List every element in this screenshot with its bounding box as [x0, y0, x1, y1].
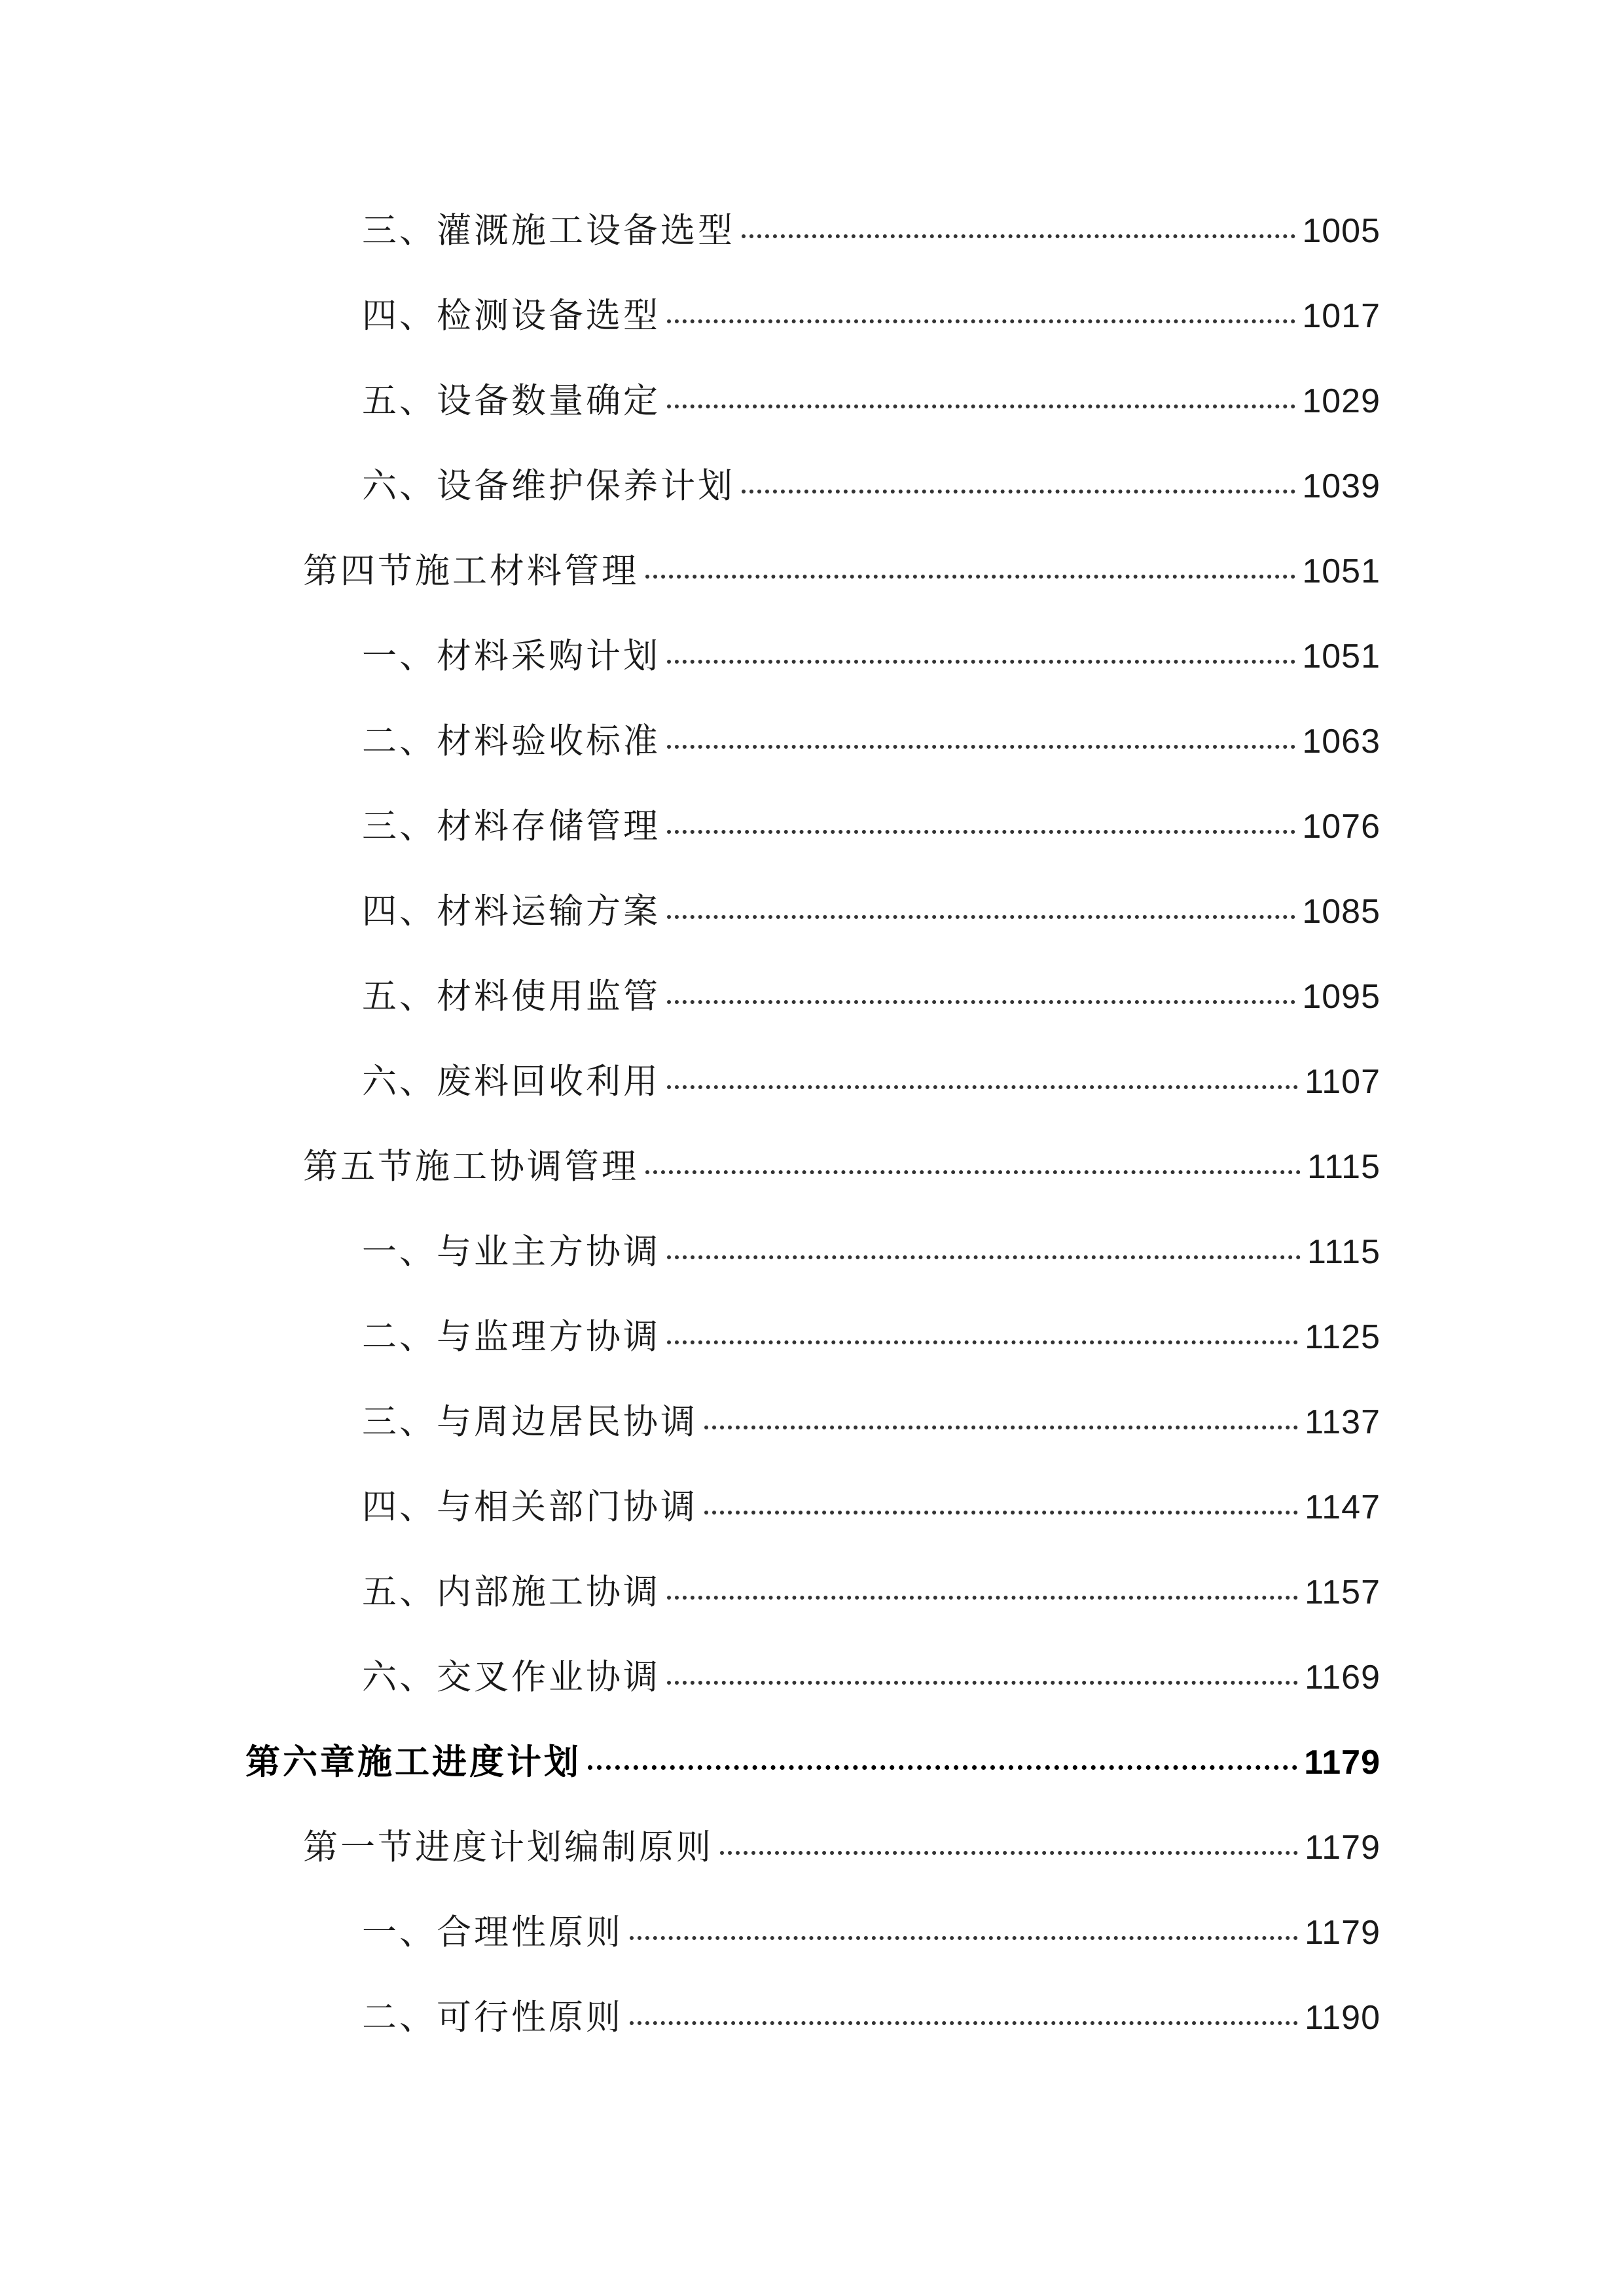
toc-leader-dots — [704, 1511, 1298, 1515]
toc-leader-dots — [667, 660, 1295, 664]
toc-entry-page: 1115 — [1307, 1233, 1380, 1271]
toc-entry-title: 六、废料回收利用 — [362, 1062, 660, 1102]
toc-leader-dots — [667, 915, 1295, 919]
toc-entry-title: 二、可行性原则 — [362, 1998, 623, 2037]
toc-entry-page: 1085 — [1302, 893, 1380, 931]
toc-entry[interactable] — [362, 1649, 1380, 1708]
toc-entry-page: 1039 — [1302, 467, 1380, 505]
toc-entry-title: 五、设备数量确定 — [362, 381, 660, 421]
toc-leader-dots — [667, 745, 1295, 749]
toc-leader-dots — [630, 2021, 1298, 2025]
toc-entry-page: 1076 — [1302, 808, 1380, 846]
toc-entry[interactable] — [362, 1564, 1380, 1623]
toc-leader-dots — [667, 319, 1295, 323]
toc-entry-title: 三、灌溉施工设备选型 — [362, 211, 735, 251]
toc-entry-title: 二、材料验收标准 — [362, 721, 660, 761]
toc-entry[interactable] — [362, 969, 1380, 1028]
toc-entry[interactable] — [362, 458, 1380, 517]
toc-entry-page: 1147 — [1305, 1488, 1380, 1526]
toc-entry-title: 三、材料存储管理 — [362, 806, 660, 846]
toc-leader-dots — [667, 1085, 1298, 1089]
toc-entry-page: 1005 — [1302, 212, 1380, 250]
toc-entry[interactable] — [362, 1479, 1380, 1538]
toc-entry[interactable] — [362, 203, 1380, 262]
toc-entry-page: 1051 — [1302, 637, 1380, 675]
toc-entry-title: 第五节施工协调管理 — [303, 1147, 639, 1187]
toc-entry-title: 五、材料使用监管 — [362, 977, 660, 1016]
toc-entry-title: 一、合理性原则 — [362, 1912, 623, 1952]
toc-entry-page: 1017 — [1302, 297, 1380, 335]
toc-section-entry[interactable] — [303, 1820, 1380, 1878]
toc-entry-page: 1179 — [1305, 1829, 1380, 1867]
toc-entry[interactable] — [362, 798, 1380, 857]
toc-leader-dots — [742, 490, 1295, 493]
toc-entry[interactable] — [362, 1309, 1380, 1368]
toc-section-entry[interactable] — [303, 543, 1380, 602]
toc-entry-page: 1051 — [1302, 552, 1380, 590]
toc-entry-page: 1125 — [1305, 1318, 1380, 1356]
toc-entry-page: 1095 — [1302, 978, 1380, 1016]
toc-entry[interactable] — [362, 884, 1380, 942]
toc-leader-dots — [667, 1000, 1295, 1004]
toc-entry-title: 六、交叉作业协调 — [362, 1657, 660, 1697]
toc-entry-page: 1179 — [1305, 1914, 1380, 1952]
toc-leader-dots — [645, 575, 1295, 579]
toc-section-entry[interactable] — [303, 1139, 1380, 1198]
toc-leader-dots — [720, 1851, 1298, 1855]
toc-entry-page: 1169 — [1305, 1659, 1380, 1696]
toc-entry-title: 六、设备维护保养计划 — [362, 466, 735, 506]
toc-entry-title: 第四节施工材料管理 — [303, 551, 639, 591]
toc-leader-dots — [667, 1596, 1298, 1600]
toc-leader-dots — [667, 404, 1295, 408]
toc-entry-page: 1137 — [1305, 1403, 1380, 1441]
toc-entry-page: 1157 — [1305, 1573, 1380, 1611]
toc-entry-title: 一、与业主方协调 — [362, 1232, 660, 1272]
toc-entry[interactable] — [362, 288, 1380, 347]
toc-entry[interactable] — [362, 1990, 1380, 2049]
toc-leader-dots — [667, 1340, 1298, 1344]
toc-entry-title: 三、与周边居民协调 — [362, 1402, 698, 1442]
toc-leader-dots — [588, 1765, 1297, 1770]
toc-entry-title: 四、检测设备选型 — [362, 296, 660, 336]
toc-entry[interactable] — [362, 1394, 1380, 1453]
toc-entry[interactable] — [362, 373, 1380, 432]
toc-entry[interactable] — [362, 1054, 1380, 1113]
toc-leader-dots — [667, 830, 1295, 834]
toc-entry-title: 五、内部施工协调 — [362, 1572, 660, 1612]
toc-entry-title: 四、材料运输方案 — [362, 891, 660, 931]
toc-entry[interactable] — [362, 713, 1380, 772]
toc-entry-page: 1179 — [1304, 1744, 1380, 1782]
toc-leader-dots — [667, 1255, 1301, 1259]
toc-entry-page: 1115 — [1307, 1148, 1380, 1186]
toc-entry[interactable] — [362, 1224, 1380, 1283]
toc-entry-title: 二、与监理方协调 — [362, 1317, 660, 1357]
toc-entry-page: 1029 — [1302, 382, 1380, 420]
toc-entry-page: 1190 — [1305, 1999, 1380, 2037]
toc-entry[interactable] — [362, 1905, 1380, 1964]
toc-leader-dots — [630, 1936, 1298, 1940]
toc-entry-page: 1107 — [1305, 1063, 1380, 1101]
toc-entry-title: 一、材料采购计划 — [362, 636, 660, 676]
toc-entry-title: 四、与相关部门协调 — [362, 1487, 698, 1527]
toc-leader-dots — [645, 1170, 1301, 1174]
toc-chapter-entry[interactable] — [245, 1734, 1380, 1793]
toc-entry-page: 1063 — [1302, 723, 1380, 761]
toc-leader-dots — [667, 1681, 1298, 1685]
toc-entry[interactable] — [362, 628, 1380, 687]
toc-entry-title: 第一节进度计划编制原则 — [303, 1827, 713, 1867]
toc-leader-dots — [704, 1426, 1298, 1429]
toc-leader-dots — [742, 234, 1295, 238]
toc-entry-title: 第六章施工进度计划 — [245, 1742, 581, 1782]
